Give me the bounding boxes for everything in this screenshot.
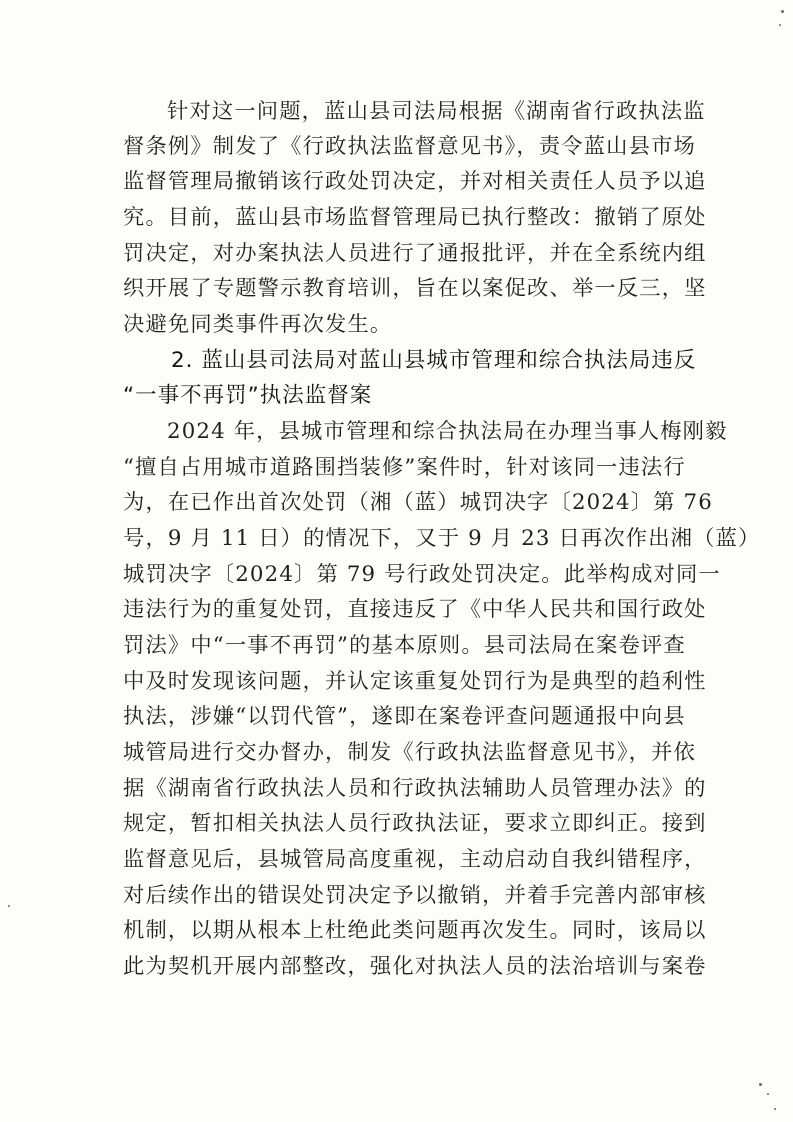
paragraph-2-line: 城罚决字〔2024〕第 79 号行政处罚决定。此举构成对同一 bbox=[123, 562, 721, 587]
paragraph-2-line: 对后续作出的错误处罚决定予以撤销，并着手完善内部审核 bbox=[123, 883, 707, 908]
paragraph-1-line: 针对这一问题，蓝山县司法局根据《湖南省行政执法监 bbox=[167, 99, 706, 124]
scan-speck bbox=[781, 10, 784, 13]
paragraph-1-line: 督条例》制发了《行政执法监督意见书》，责令蓝山县市场 bbox=[123, 134, 696, 159]
section-heading-line: “一事不再罚”执法监督案 bbox=[123, 383, 373, 408]
scan-speck bbox=[759, 1083, 762, 1086]
paragraph-1-line: 监督管理局撤销该行政处罚决定，并对相关责任人员予以追 bbox=[123, 169, 707, 194]
paragraph-2-line: 城管局进行交办督办，制发《行政执法监督意见书》，并依 bbox=[123, 740, 696, 765]
paragraph-2-line: 监督意见后，县城管局高度重视，主动启动自我纠错程序， bbox=[123, 847, 707, 872]
paragraph-2-line: 中及时发现该问题，并认定该重复处罚行为是典型的趋利性 bbox=[123, 669, 707, 694]
paragraph-2-line: 违法行为的重复处罚，直接违反了《中华人民共和国行政处 bbox=[123, 597, 707, 622]
paragraph-2-line: “擅自占用城市道路围挡装修”案件时，针对该同一违法行 bbox=[123, 455, 686, 480]
paragraph-2-line: 机制，以期从根本上杜绝此类问题再次发生。同时，该局以 bbox=[123, 918, 707, 943]
scan-speck bbox=[779, 24, 781, 26]
paragraph-1-line: 织开展了专题警示教育培训，旨在以案促改、举一反三，坚 bbox=[123, 276, 707, 301]
paragraph-1-line: 决避免同类事件再次发生。 bbox=[123, 312, 393, 337]
paragraph-2-line: 此为契机开展内部整改，强化对执法人员的法治培训与案卷 bbox=[123, 954, 707, 979]
scan-speck bbox=[774, 1108, 776, 1110]
paragraph-2-line: 为，在已作出首次处罚（湘（蓝）城罚决字〔2024〕第 76 bbox=[123, 490, 713, 515]
paragraph-2-line: 执法，涉嫌“以罚代管”，遂即在案卷评查问题通报中向县 bbox=[123, 704, 686, 729]
scan-speck bbox=[8, 905, 10, 907]
section-heading-line: 2. 蓝山县司法局对蓝山县城市管理和综合执法局违反 bbox=[171, 348, 697, 373]
paragraph-2-line: 据《湖南省行政执法人员和行政执法辅助人员管理办法》的 bbox=[123, 776, 707, 801]
paragraph-2-line: 2024 年，县城市管理和综合执法局在办理当事人梅刚毅 bbox=[167, 419, 728, 444]
paragraph-1-line: 罚决定，对办案执法人员进行了通报批评，并在全系统内组 bbox=[123, 241, 707, 266]
scan-speck bbox=[767, 1093, 769, 1095]
paragraph-1-line: 究。目前，蓝山县市场监督管理局已执行整改：撤销了原处 bbox=[123, 205, 707, 230]
paragraph-2-line: 规定，暂扣相关执法人员行政执法证，要求立即纠正。接到 bbox=[123, 811, 707, 836]
paragraph-2-line: 罚法》中“一事不再罚”的基本原则。县司法局在案卷评查 bbox=[123, 633, 686, 658]
paragraph-2-line: 号，9 月 11 日）的情况下，又于 9 月 23 日再次作出湘（蓝） bbox=[123, 526, 761, 551]
